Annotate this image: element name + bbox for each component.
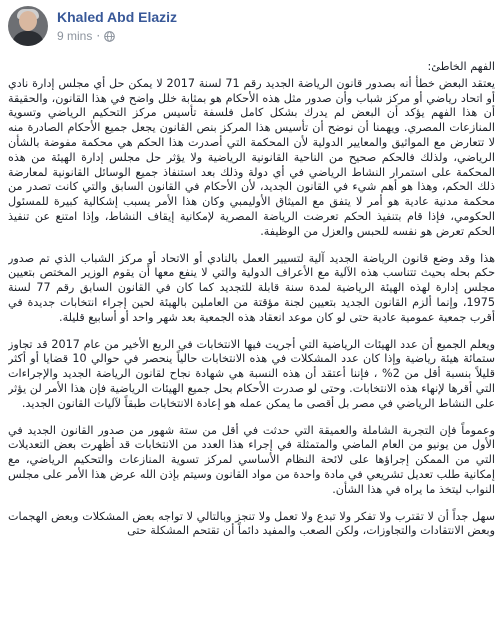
post-paragraph: وعموماً فإن التجربة الشاملة والعميقة التي حدثت في أقل من ستة شهور من صدور القانون الجديد في الأول من يونيو من العام الماضي والمتمثلة في إجراء هذا العدد من الانتخابات قد أظهرت بعض التعديلات التي من الممكن إجراؤها على لائحة النظام الأساسي لمركز تسوية المنازعات والتحكيم الرياضي، مع إمكانية طلب تعديل تشريعي في مادة واحدة من مواد القانون وسيتم بإذن الله عرض هذا الأمر على مجلس النواب ليتخذ ما يراه في هذا الشأن. <box>8 423 495 496</box>
post-time[interactable]: 9 mins <box>57 29 93 43</box>
avatar-body <box>12 31 44 46</box>
avatar-head <box>19 11 37 31</box>
author-name[interactable]: Khaled Abd Elaziz <box>57 9 178 25</box>
avatar[interactable] <box>8 6 48 46</box>
meta-separator: · <box>96 29 101 43</box>
post-paragraph: يعتقد البعض خطأ أنه بصدور قانون الرياضة الجديد رقم 71 لسنة 2017 لا يمكن حل أي مجلس إدارة نادي أو اتحاد رياضي أو مركز شباب وأن صدور مثل هذه الأحكام هو بمثابة خلل واضح في هذا القانون، والحقيقة أن هذا الفهم يؤكد أن البعض لم يدرك بشكل كامل فلسفة تأسيس مركز التحكيم الرياضي وتسوية المنازعات المصري. ويهمنا أن نوضح أن تأسيس هذا المركز بنص القانون يجعل جميع الأحكام الصادرة منه لا تتعارض مع المواثيق والمعايير الدولية لأن المحكمة التي أصدرت هذا الحكم هي محكمة مفوضة بالشأن الرياضي، ولذلك فالحكم صحيح من الناحية القانونية الرياضية ولا يؤثر حل مجلس إدارة الهيئة من هذه المحكمة على استمرار النشاط الرياضي في أي دولة وذلك بعد استنفاذ جميع الوسائل القانونية لمعارضة ذلك الحكم، وهذا هو أهم شيء في القانون الجديد، لأن الأحكام في القانون السابق والتي كانت تصدر من محكمة مدنية عادية هو أمر لا يتفق مع الميثاق الأوليمبي وكان هذا الأمر يسبب إشكالية كبيرة للمسئول الحكومي، فإذا قام بتنفيذ الحكم تعرضت الرياضة المصرية لإمكانية إيقاف النشاط، وإذا امتنع عن تنفيذ الحكم تعرض هو نفسه للحبس والعزل من الوظيفة. <box>8 76 495 238</box>
globe-icon[interactable] <box>104 31 115 42</box>
post-timeline <box>57 29 177 43</box>
post-paragraph: ويعلم الجميع أن عدد الهيئات الرياضية التي أجريت فيها الانتخابات في الربع الأخير من عام 2017 قد تجاوز ستمائة هيئة رياضية وإذا كان عدد المشكلات في هذه الانتخابات حالياً ينحصر في حوالي 10 قضايا أو أكثر قليلاً بنسبة أقل من 2% ، فإننا أعتقد أن هذه النسبة هي شهادة نجاح لقانون الرياضة الجديد والإجراءات التي أقرها لإنهاء هذه الانتخابات. وحتى لو صدرت الأحكام بحل جميع الهيئات الرياضية فإن هذا الأمر لن يؤثر على النشاط الرياضي في مصر بل أقصى ما يمكن عمله هو إعادة الانتخابات طبقاً لآليات القانون الجديد. <box>8 337 495 410</box>
post-paragraph: هذا وقد وضع قانون الرياضة الجديد آلية لتسيير العمل بالنادي أو الاتحاد أو مركز الشباب الذي تم صدور حكم بحله بحيث تتناسب هذه الآلية مع الأعراف الدولية والتي لا ينفع معها أن يقوم الوزير المختص بتعيين مجلس إدارة لهذه الهيئة الرياضية لمدة سنة قابلة للتجديد كما كان في القانون السابق رقم 77 لسنة 1975، وإنما ألزم القانون الجديد بتعيين لجنة مؤقتة من العاملين بالهيئة لحين إجراء انتخابات جديدة في أقرب جمعية عمومية عادية حتى لو كان موعد انعقاد هذه الجمعية بعد شهر واحد أو أسابيع قليلة. <box>8 251 495 324</box>
post-meta <box>57 8 177 43</box>
post-text <box>8 60 495 636</box>
post-paragraph: سهل جداً أن لا تقترب ولا تفكر ولا تبدع ولا تعمل ولا تنجز وبالتالي لا تواجه بعض المشكلات وبعض الهجمات وبعض الانتقادات والتجاوزات، ولكن الصعب والمفيد دائماً أن تقتحم المشكلة حتى <box>8 509 495 538</box>
post-header <box>0 0 501 52</box>
post-paragraph: الفهم الخاطئ: <box>427 60 495 73</box>
